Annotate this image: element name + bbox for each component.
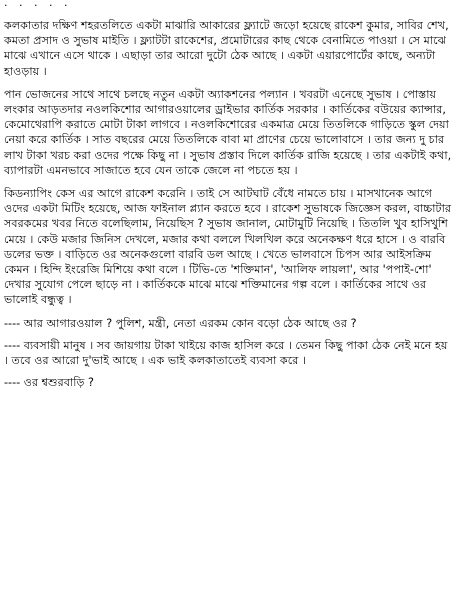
paragraph: কলকাতার দক্ষিণ শহরতলিতে একটা মাঝারি আকারের ফ্ল্যাটে জড়ো হয়েছে রাকেশ কুমার, সাবির শেখ, কমতা প্রসাদ ও সুভাষ মাইতি । ফ্ল্যাটটা রাকেশের, প্রমোটারের কাছ থেকে বেনামিতে পাওয়া । সে মাঝে মাঝে এখানে এসে থাকে । এছাড়া তার আরো দুটো ঠেক আছে । একটা এয়ারপোর্টের কাছে, অন্যটা হাওড়ায় । <box>4 19 449 78</box>
top-marks: · · · · · <box>4 0 72 12</box>
dialogue-line: ---- আর আগারওয়াল ? পুলিশ, মন্ত্রী, নেতা এরকম কোন বড়ো ঠেক আছে ওর ? <box>4 316 357 330</box>
dialogue-line: ---- ওর শ্বশুরবাড়ি ? <box>4 376 94 390</box>
document-body <box>4 18 452 397</box>
paragraph: পান ভোজনের সাথে সাথে চলছে নতুন একটা অ্যাকশনের পল্যান । খবরটা এনেছে সুভাষ । পোস্তায় লংকার আড়তদার নওলকিশোর আগারওয়ালের ড্রাইভার কার্তিক সরকার । কার্তিকের বউয়ের ক্যান্সার, কেমোথেরাপি করাতে মোটা টাকা লাগবে । নওলকিশোরের একমাত্র মেয়ে তিতলিকে গাড়িতে স্কুল দেয়া নেয়া করে কার্তিক । সাত বছরের মেয়ে তিতলিকে বাবা মা প্রাণের চেয়ে ভালোবাসে । তার জন্য দু চার লাখ টাকা খরচ করা ওদের পক্ষে কিছু না । সুভাষ প্রস্তাব দিলে কার্তিক রাজি হয়েছে । তার একটাই কথা, ব্যাপারটা এমনভাবে সাজাতে হবে যেন তাকে জেলে না পচতে হয় । <box>4 87 452 177</box>
paragraph: কিডন্যাপিং কেস এর আগে রাকেশ করেনি । তাই সে আটঘাট বেঁধে নামতে চায় । মাসখানেক আগে ওদের একটা মিটিং হয়েছে, আজ ফাইনাল প্ল্যান করতে হবে । রাকেশ সুভাষকে জিজ্ঞেস করল, বাচ্চাটার সবরকমের খবর নিতে বলেছিলাম, নিয়েছিস ? সুভাষ জানাল, মোটামুটি নিয়েছি । তিতলি খুব হাসিখুশি মেয়ে । কেউ মজার জিনিস দেখলে, মজার কথা বললে খিলখিল করে অনেকক্ষণ ধরে হাসে । ও বারবি ডলের ভক্ত । বাড়িতে ওর অনেকগুলো বারবি ডল আছে । খেতে ভালবাসে চিপস আর আইসক্রিম কেমন । হিন্দি ইংরেজি মিশিয়ে কথা বলে । টিভি-তে 'শক্তিমান', 'আলিফ লায়লা', আর 'পপাই-শো' দেখার সুযোগ পেলে ছাড়ে না । কার্তিককে মাঝে মাঝে শক্তিমানের গল্প বলে । কার্তিকের সাথে ওর ভালোই বন্ধুত্ব । <box>4 187 452 307</box>
dialogue-line: ---- ব্যবসায়ী মানুষ । সব জায়গায় টাকা খাইয়ে কাজ হাসিল করে । তেমন কিছু পাকা ঠেক নেই মনে হয় । তবে ওর আরো দু'ভাই আছে । এক ভাই কলকাতাতেই ব্যবসা করে । <box>4 338 448 368</box>
